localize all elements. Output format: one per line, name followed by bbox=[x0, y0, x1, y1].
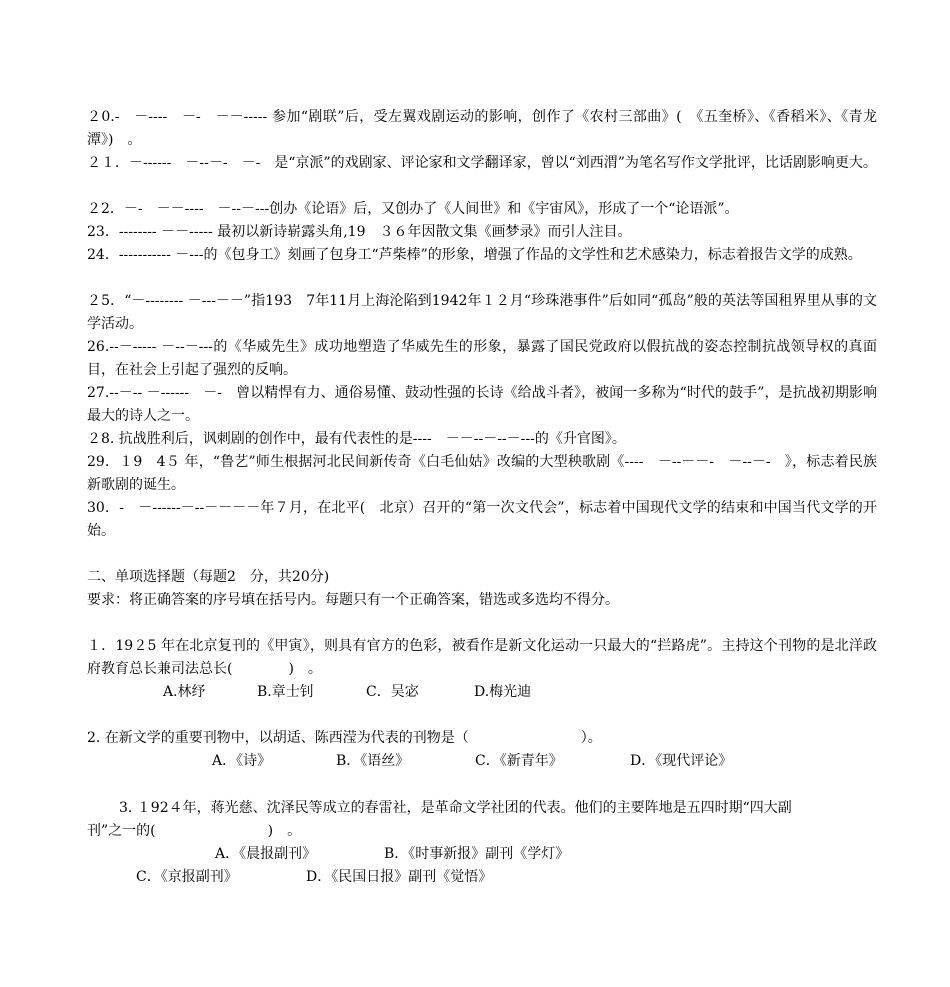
fill-in-item-21: ２１．－------ －--－- －- 是“京派”的戏剧家、评论家和文学翻译家，曾以“刘西渭”为笔名写作文学批评，比话剧影响更大。 bbox=[87, 155, 877, 171]
question-3-stem-line-2: 刊”之一的( ) 。 bbox=[87, 823, 302, 839]
fill-in-item-30: 30．- －------－--－－－－年７月，在北平( 北京）召开的“第一次文代会”，标志着中国现代文学的结束和中国当代文学的开始。 bbox=[87, 500, 877, 539]
section-heading: 二、单项选择题（每题2 分，共20分) bbox=[87, 569, 330, 585]
section-requirement: 要求：将正确答案的序号填在括号内。每题只有一个正确答案，错选或多选均不得分。 bbox=[87, 592, 619, 608]
fill-in-item-28: ２8. 抗战胜利后，讽刺剧的创作中，最有代表性的是---- －－--－--－---的《升官图》。 bbox=[87, 431, 626, 447]
question-2-stem: 2. 在新文学的重要刊物中，以胡适、陈西滢为代表的刊物是（ ）。 bbox=[87, 730, 602, 746]
question-2-option-a: A．《诗》 bbox=[212, 753, 272, 769]
fill-in-item-27: 27.--－-- －------ －- 曾以精悍有力、通俗易懂、鼓动性强的长诗《给战斗者》，被闻一多称为“时代的鼓手”，是抗战初期影响最大的诗人之一。 bbox=[87, 385, 877, 424]
fill-in-item-25: ２5．“－-------- －---－－”指193 7年11月上海沦陷到1942年１２月“珍珠港事件”后如同“孤岛”般的英法等国租界里从事的文学活动。 bbox=[87, 293, 877, 332]
question-3-option-a: A．《晨报副刊》 bbox=[215, 846, 317, 862]
fill-in-item-29: 29．１9 4５ 年，“鲁艺”师生根据河北民间新传奇《白毛仙姑》改编的大型秧歌剧《---- －--－－- －--－- 》，标志着民族新歌剧的诞生。 bbox=[87, 454, 877, 493]
question-1-stem: １．19２5 年在北京复刊的《甲寅》，则具有官方的色彩，被看作是新文化运动一只最大的“拦路虎”。主持这个刊物的是北洋政府教育总长兼司法总长( ) 。 bbox=[87, 638, 877, 677]
question-3-option-c: C．《京报副刊》 bbox=[136, 869, 238, 885]
question-1-option-d: D.梅光迪 bbox=[474, 684, 532, 700]
question-3-stem-line-1: 3. １92４年，蒋光慈、沈泽民等成立的春雷社，是革命文学社团的代表。他们的主要阵地是五四时期“四大副 bbox=[119, 800, 792, 816]
fill-in-item-26: 26.--－----- －--－---的《华威先生》成功地塑造了华威先生的形象，暴露了国民党政府以假抗战的姿态控制抗战领导权的真面目，在社会上引起了强烈的反响。 bbox=[87, 339, 877, 378]
question-2-option-b: B．《语丝》 bbox=[336, 753, 410, 769]
question-2-option-c: C．《新青年》 bbox=[475, 753, 563, 769]
question-2-option-d: D．《现代评论》 bbox=[630, 753, 733, 769]
question-3-option-d: D．《民国日报》副刊《觉悟》 bbox=[306, 869, 493, 885]
fill-in-item-23: 23．-------- －－----- 最初以新诗崭露头角,19 ３６年因散文集《画梦录》而引人注目。 bbox=[87, 224, 632, 240]
question-3-option-b: B．《时事新报》副刊《学灯》 bbox=[384, 846, 570, 862]
fill-in-item-22: ２2．－- －－---- －--－---创办《论语》后，又创办了《人间世》和《宇宙风》，形成了一个“论语派”。 bbox=[87, 201, 739, 217]
question-1-option-b: B.章士钊 bbox=[257, 684, 314, 700]
fill-in-item-24: 24．----------- －---的《包身工》刻画了包身工“芦柴棒”的形象，增强了作品的文学性和艺术感染力，标志着报告文学的成熟。 bbox=[87, 247, 862, 263]
question-1-option-a: A.林纾 bbox=[163, 684, 206, 700]
fill-in-item-20: ２0.- －---- －- －－----- 参加“剧联”后，受左翼戏剧运动的影响，创作了《农村三部曲》( 《五奎桥》、《香稻米》、《青龙潭》) 。 bbox=[87, 109, 877, 148]
question-1-option-c: C．吴宓 bbox=[366, 684, 419, 700]
